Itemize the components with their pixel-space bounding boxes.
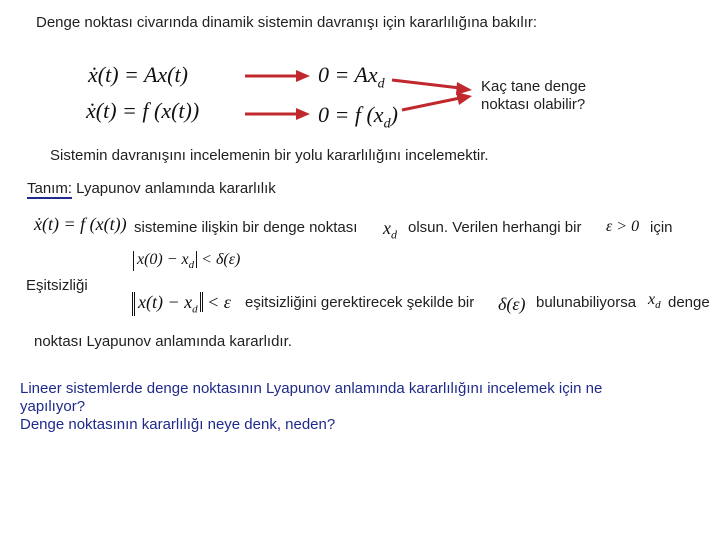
def-xd: $x_d$ bbox=[383, 218, 397, 242]
linear-equilibrium-equation: $0 = Ax_d$ bbox=[318, 62, 385, 92]
row3-xd: $x_d$ bbox=[648, 291, 661, 312]
arrow-to-question-lower bbox=[402, 92, 472, 110]
definition-label: Tanım: bbox=[27, 180, 73, 197]
definition-heading bbox=[27, 180, 276, 198]
inequality-delta: $x(0) - x_d < \delta(\varepsilon)$ bbox=[133, 251, 240, 271]
row3-text-2: bulunabiliyorsa bbox=[536, 294, 637, 311]
method-line: Sistemin davranışını incelemenin bir yolu kararlılığını incelemektir. bbox=[50, 147, 489, 164]
intro-text: Denge noktası civarında dinamik sistemin davranışı için kararlılığına bakılır: bbox=[36, 14, 538, 31]
def-text-2: olsun. Verilen herhangi bir bbox=[408, 219, 582, 236]
question-line-2: noktası olabilir? bbox=[481, 96, 586, 113]
question-line-1: Kaç tane denge bbox=[481, 78, 587, 95]
def-text-3: için bbox=[650, 219, 673, 236]
nonlinear-system-equation: ẋ(t) = f (x(t)) bbox=[86, 98, 200, 123]
row3-text-3: denge bbox=[668, 294, 710, 311]
inequality-epsilon: $x(t) - x_d < \varepsilon$ bbox=[132, 292, 231, 316]
row3-text-1: eşitsizliğini gerektirecek şekilde bir bbox=[245, 294, 475, 311]
esitsizligi-label: Eşitsizliği bbox=[26, 277, 88, 294]
nonlinear-equilibrium-equation: 0 = f $(x_d)$ bbox=[318, 102, 398, 132]
linear-system-equation: ẋ(t) = Ax(t) bbox=[88, 62, 188, 87]
def-system-equation: ẋ(t) = f (x(t)) bbox=[34, 214, 127, 234]
epsilon-condition: ε > 0 bbox=[606, 218, 640, 235]
def-text-1: sistemine ilişkin bir denge noktası bbox=[134, 219, 358, 236]
bottom-question-line-3: Denge noktasının kararlılığı neye denk, neden? bbox=[20, 416, 336, 433]
conclusion-text: noktası Lyapunov anlamında kararlıdır. bbox=[34, 333, 292, 350]
definition-title: Lyapunov anlamında kararlılık bbox=[72, 180, 276, 197]
arrow-linear bbox=[245, 70, 310, 82]
bottom-question-line-2: yapılıyor? bbox=[20, 398, 86, 415]
arrow-nonlinear bbox=[245, 108, 310, 120]
delta-epsilon: δ(ε) bbox=[498, 294, 526, 314]
bottom-question-line-1: Lineer sistemlerde denge noktasının Lyapunov anlamında kararlılığını incelemek için ne bbox=[20, 380, 603, 397]
arrow-to-question-upper bbox=[392, 80, 472, 95]
